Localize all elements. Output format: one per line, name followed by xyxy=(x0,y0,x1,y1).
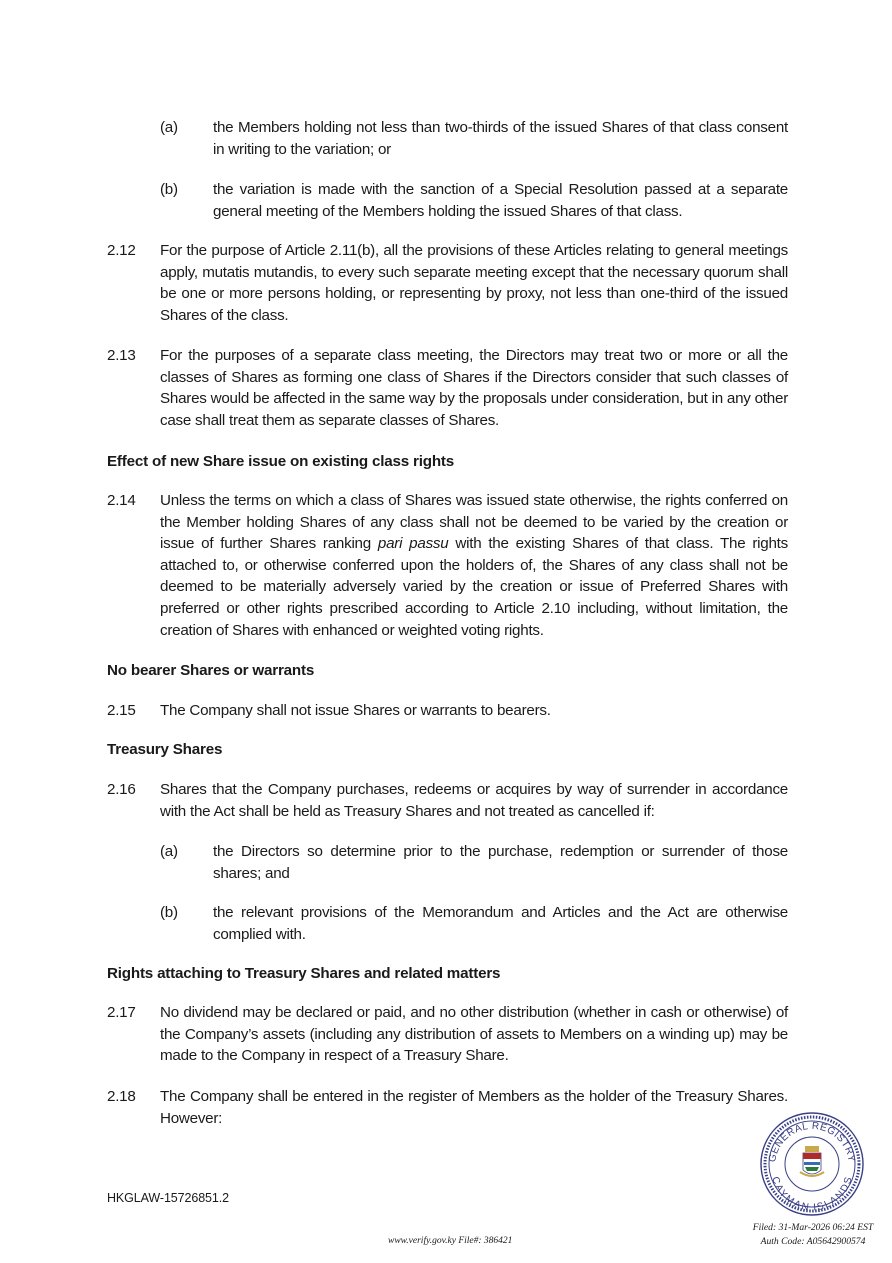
clause-number: 2.12 xyxy=(107,242,136,259)
registry-seal-icon xyxy=(758,1110,866,1218)
svg-text:CAYMAN ISLANDS: CAYMAN ISLANDS xyxy=(769,1175,855,1214)
verify-url: www.verify.gov.ky File#: 386421 xyxy=(388,1236,513,1246)
section-heading-treasury: Treasury Shares xyxy=(107,741,223,758)
clause-number: 2.16 xyxy=(107,781,136,798)
document-reference: HKGLAW-15726851.2 xyxy=(107,1191,229,1205)
sub-item-text: the Directors so determine prior to the purchase, redemption or surrender of those shares; and xyxy=(213,843,788,882)
auth-code: Auth Code: A05642900574 xyxy=(760,1236,866,1247)
sub-item-text: the variation is made with the sanction of a Special Resolution passed at a separate general meeting of the Members holding the issued Shares of that class. xyxy=(213,181,788,220)
clause-text xyxy=(160,490,788,641)
clause-text-part: with the existing Shares of that class. The rights attached to, or otherwise conferred upon the holders of, the Shares of any class shall not be deemed to be materially adversely varied by the creation or issue of Preferred Shares with preferred or other rights prescribed according to Article 2.10 including, without limitation, the creation of Shares with enhanced or weighted voting rights. xyxy=(160,535,788,639)
sub-item-label: (a) xyxy=(160,119,178,136)
clause-number: 2.17 xyxy=(107,1004,136,1021)
clause-number: 2.13 xyxy=(107,347,136,364)
sub-item-text: the relevant provisions of the Memorandum and Articles and the Act are otherwise complied with. xyxy=(213,904,788,943)
clause-text: The Company shall not issue Shares or warrants to bearers. xyxy=(160,702,551,719)
clause-text: Shares that the Company purchases, redeems or acquires by way of surrender in accordance with the Act shall be held as Treasury Shares and not treated as cancelled if: xyxy=(160,781,788,820)
section-heading-bearer: No bearer Shares or warrants xyxy=(107,662,315,679)
section-heading-rights: Rights attaching to Treasury Shares and related matters xyxy=(107,965,501,982)
clause-text: For the purpose of Article 2.11(b), all the provisions of these Articles relating to general meetings apply, mutatis mutandis, to every such separate meeting except that the necessary quorum shall be one or more persons holding, or representing by proxy, not less than one-third of the issued Shares of the class. xyxy=(160,242,788,324)
section-heading-effect: Effect of new Share issue on existing class rights xyxy=(107,453,455,470)
clause-text: For the purposes of a separate class meeting, the Directors may treat two or more or all the classes of Shares as forming one class of Shares if the Directors consider that such classes of Shares would be affected in the same way by the proposals under consideration, but in any other case shall treat them as separate classes of Shares. xyxy=(160,347,788,429)
clause-number: 2.15 xyxy=(107,702,136,719)
clause-number: 2.14 xyxy=(107,492,136,509)
filed-date: Filed: 31-Mar-2026 06:24 EST xyxy=(752,1222,874,1233)
sub-item-label: (b) xyxy=(160,181,178,198)
clause-text: The Company shall be entered in the register of Members as the holder of the Treasury Shares. However: xyxy=(160,1088,788,1127)
svg-text:GENERAL REGISTRY: GENERAL REGISTRY xyxy=(767,1120,857,1164)
sub-item-label: (a) xyxy=(160,843,178,860)
filed-info xyxy=(752,1221,874,1249)
italic-term: pari passu xyxy=(377,535,449,553)
sub-item-text: the Members holding not less than two-thirds of the issued Shares of that class consent in writing to the variation; or xyxy=(213,119,788,158)
clause-text-part: Unless the terms on which a class of Shares was issued state otherwise, the rights conferred on the Member holding Shares of any class shall not be deemed to be varied by the creation or issue of further Shares ranking xyxy=(160,492,788,553)
clause-number: 2.18 xyxy=(107,1088,136,1105)
sub-item-label: (b) xyxy=(160,904,178,921)
clause-text: No dividend may be declared or paid, and no other distribution (whether in cash or otherwise) of the Company’s assets (including any distribution of assets to Members on a winding up) may be made to the Company in respect of a Treasury Share. xyxy=(160,1004,788,1065)
